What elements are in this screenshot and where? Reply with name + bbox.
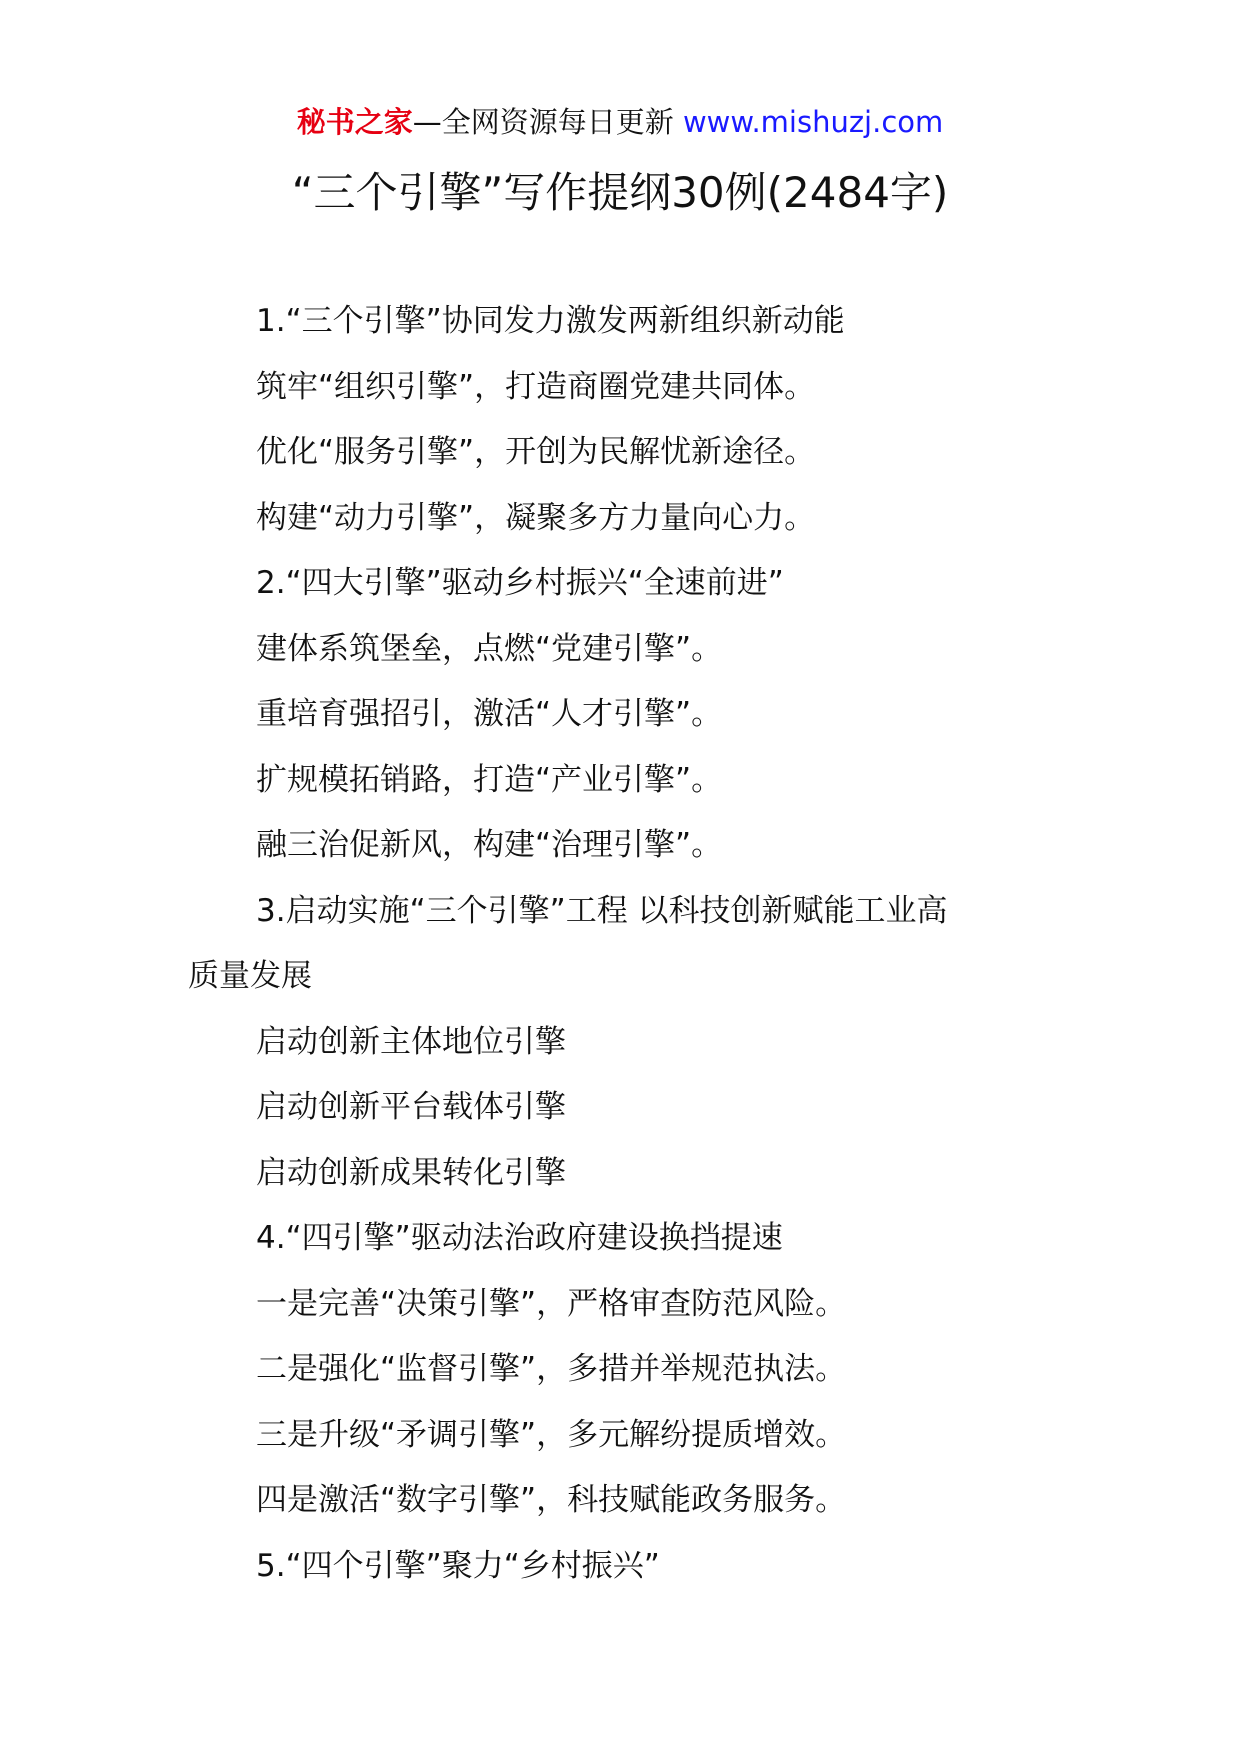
heading-item-4: 4.“四引擎”驱动法治政府建设换挡提速 xyxy=(256,1220,783,1256)
list-item: 筑牢“组织引擎”，打造商圈党建共同体。 xyxy=(256,368,816,405)
heading-item-1: 1.“三个引擎”协同发力激发两新组织新动能 xyxy=(256,303,845,339)
heading-item-3: 3.启动实施“三个引擎”工程 以科技创新赋能工业高 xyxy=(256,892,948,929)
list-item: 二是强化“监督引擎”，多措并举规范执法。 xyxy=(256,1351,847,1387)
list-item: 优化“服务引擎”，开创为民解忧新途径。 xyxy=(256,434,816,470)
site-url-link[interactable]: www.mishuzj.com xyxy=(682,105,944,139)
list-item: 一是完善“决策引擎”，严格审查防范风险。 xyxy=(256,1285,847,1322)
list-item: 启动创新成果转化引擎 xyxy=(256,1154,566,1191)
heading-item-2: 2.“四大引擎”驱动乡村振兴“全速前进” xyxy=(256,565,784,601)
brand-name: 秘书之家 xyxy=(296,105,413,139)
list-item: 三是升级“矛调引擎”，多元解纷提质增效。 xyxy=(256,1416,847,1453)
document-title: “三个引擎”写作提纲30例(2484字) xyxy=(291,168,949,217)
header-tagline: —全网资源每日更新 xyxy=(412,105,683,139)
list-item: 扩规模拓销路，打造“产业引擎”。 xyxy=(256,761,723,798)
heading-item-3-continuation: 质量发展 xyxy=(188,958,312,994)
list-item: 重培育强招引，激活“人才引擎”。 xyxy=(256,696,723,732)
list-item: 建体系筑堡垒，点燃“党建引擎”。 xyxy=(256,630,723,667)
list-item: 启动创新平台载体引擎 xyxy=(256,1089,566,1125)
heading-item-5: 5.“四个引擎”聚力“乡村振兴” xyxy=(256,1547,660,1584)
document-body xyxy=(188,289,1068,1599)
site-header xyxy=(0,102,1240,142)
list-item: 启动创新主体地位引擎 xyxy=(256,1023,566,1060)
list-item: 四是激活“数字引擎”，科技赋能政务服务。 xyxy=(256,1482,847,1518)
list-item: 构建“动力引擎”，凝聚多方力量向心力。 xyxy=(256,499,816,536)
list-item: 融三治促新风，构建“治理引擎”。 xyxy=(256,827,723,863)
